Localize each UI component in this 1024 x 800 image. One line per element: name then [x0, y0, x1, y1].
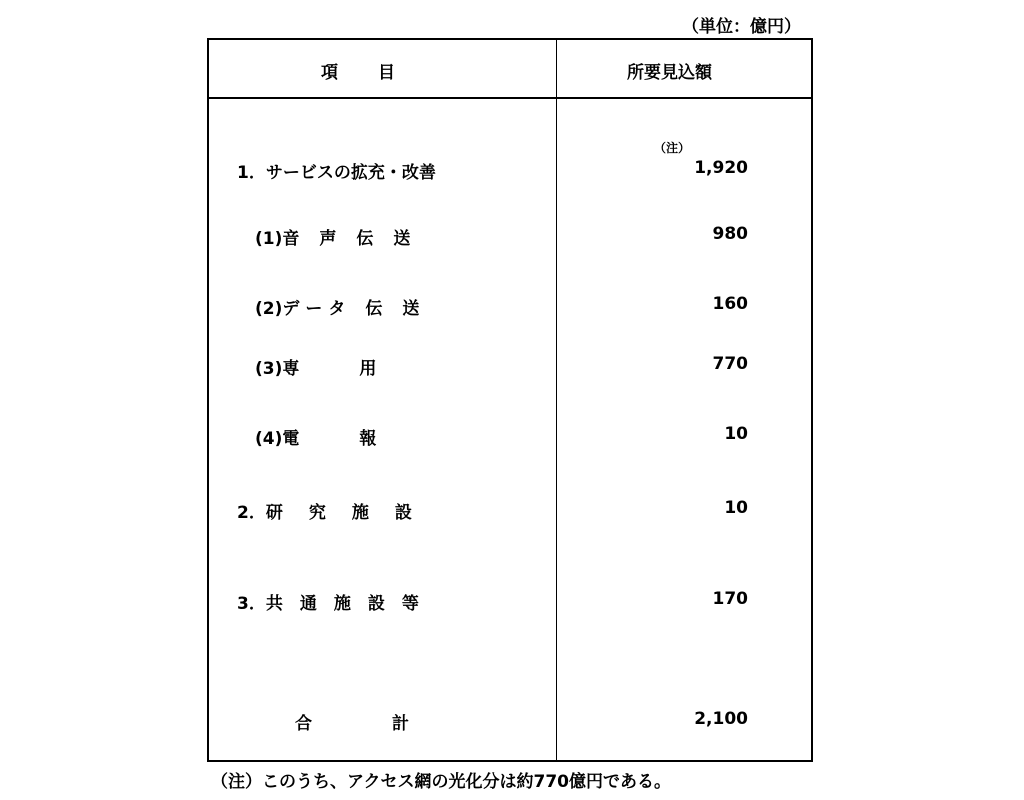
row-label: 2．研 究 施 設 [237, 503, 412, 523]
row-value: 160 [712, 294, 748, 314]
row-label: 1．サービスの拡充・改善 [237, 163, 436, 183]
header-amount: 所要見込額 [627, 63, 712, 83]
footnote: （注）このうち、アクセス網の光化分は約770億円である。 [211, 772, 671, 792]
table-row [209, 141, 811, 183]
row-value: 980 [712, 224, 748, 244]
budget-table [207, 38, 813, 762]
row-value: 10 [724, 498, 748, 518]
note-mark: （注） [653, 141, 690, 155]
table-row [209, 294, 811, 318]
row-label: (4)電 報 [255, 429, 377, 449]
row-value: 10 [724, 424, 748, 444]
row-value: （注） 1,920 [653, 141, 748, 178]
header-item: 項 目 [321, 63, 395, 83]
row-label: (3)専 用 [255, 359, 377, 379]
table-row [209, 354, 811, 378]
row-value: 170 [712, 589, 748, 609]
table-row [209, 498, 811, 522]
row-value: 2,100 [694, 709, 748, 729]
row-value: 770 [712, 354, 748, 374]
row-label: 3．共 通 施 設 等 [237, 594, 419, 614]
table-row [209, 424, 811, 448]
column-divider [556, 40, 557, 760]
unit-label: （単位：億円） [682, 17, 801, 37]
table-row-total [209, 709, 811, 733]
row-label: 合 計 [295, 714, 409, 734]
row-label: (2)デ ー タ 伝 送 [255, 299, 420, 319]
table-header [209, 40, 811, 99]
row-label: (1)音 声 伝 送 [255, 229, 411, 249]
table-row [209, 589, 811, 613]
table-row [209, 224, 811, 248]
